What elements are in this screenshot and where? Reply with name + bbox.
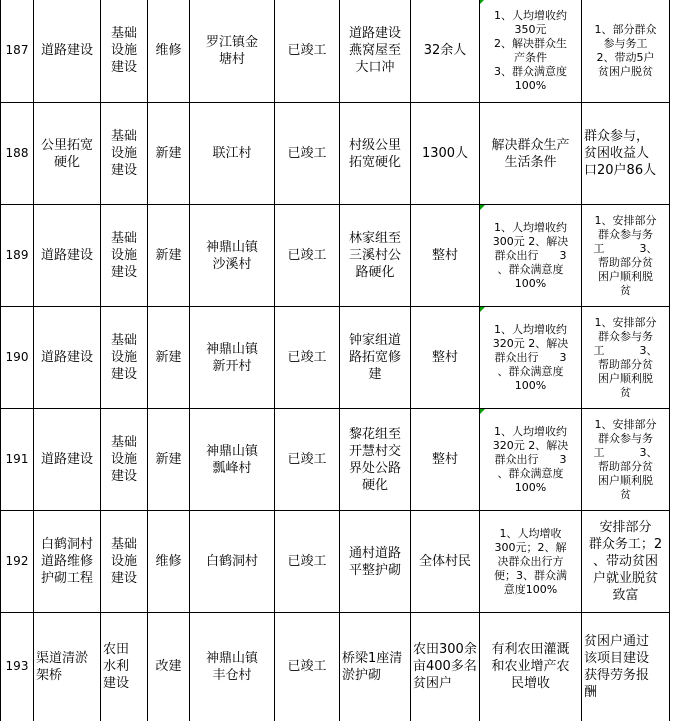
table-row <box>1 0 670 103</box>
project-status: 已竣工 <box>275 307 340 409</box>
construction-content: 林家组至 三溪村公 路硬化 <box>340 205 411 307</box>
project-status: 已竣工 <box>275 0 340 103</box>
project-location: 神鼎山镇 瓢峰村 <box>190 409 275 511</box>
benefit-mechanism: 1、安排部分 群众参与务 工 3、 帮助部分贫 困户顺利脱 贫 <box>582 409 670 511</box>
benefit-mechanism: 1、安排部分 群众参与务 工 3、 帮助部分贫 困户顺利脱 贫 <box>582 307 670 409</box>
beneficiaries: 整村 <box>411 205 480 307</box>
construction-type: 新建 <box>148 307 190 409</box>
construction-content: 村级公里 拓宽硬化 <box>340 103 411 205</box>
project-location: 神鼎山镇 新开村 <box>190 307 275 409</box>
project-status: 已竣工 <box>275 205 340 307</box>
construction-type: 新建 <box>148 103 190 205</box>
project-category: 农田 水利 建设 <box>101 613 148 721</box>
construction-content: 桥梁1座清 淤护砌 <box>340 613 411 721</box>
construction-content: 通村道路 平整护砌 <box>340 511 411 613</box>
project-location: 白鹤洞村 <box>190 511 275 613</box>
benefit-effect: 解决群众生产 生活条件 <box>480 103 582 205</box>
row-id: 192 <box>1 511 34 613</box>
project-name: 公里拓宽 硬化 <box>34 103 101 205</box>
beneficiaries: 全体村民 <box>411 511 480 613</box>
row-id: 188 <box>1 103 34 205</box>
construction-content: 道路建设 燕窝屋至 大口冲 <box>340 0 411 103</box>
construction-type: 维修 <box>148 511 190 613</box>
project-name: 道路建设 <box>34 205 101 307</box>
project-name: 道路建设 <box>34 0 101 103</box>
beneficiaries: 整村 <box>411 307 480 409</box>
construction-type: 新建 <box>148 205 190 307</box>
project-category: 基础 设施 建设 <box>101 307 148 409</box>
row-id: 193 <box>1 613 34 721</box>
project-name: 道路建设 <box>34 307 101 409</box>
project-location: 罗江镇金 塘村 <box>190 0 275 103</box>
row-id: 189 <box>1 205 34 307</box>
benefit-effect: 1、人均增收约 300元 2、解决 群众出行 3 、群众满意度 100% <box>480 205 582 307</box>
beneficiaries: 32余人 <box>411 0 480 103</box>
table-row <box>1 205 670 307</box>
project-name: 道路建设 <box>34 409 101 511</box>
project-category: 基础 设施 建设 <box>101 103 148 205</box>
project-status: 已竣工 <box>275 409 340 511</box>
beneficiaries: 农田300余 亩400多名 贫困户 <box>411 613 480 721</box>
construction-type: 新建 <box>148 409 190 511</box>
row-id: 187 <box>1 0 34 103</box>
row-id: 190 <box>1 307 34 409</box>
benefit-effect: 1、人均增收约 320元 2、解决 群众出行 3 、群众满意度 100% <box>480 409 582 511</box>
project-category: 基础 设施 建设 <box>101 511 148 613</box>
project-status: 已竣工 <box>275 511 340 613</box>
benefit-effect: 1、人均增收约 320元 2、解决 群众出行 3 、群众满意度 100% <box>480 307 582 409</box>
benefit-mechanism: 1、安排部分 群众参与务 工 3、 帮助部分贫 困户顺利脱 贫 <box>582 205 670 307</box>
construction-content: 钟家组道 路拓宽修 建 <box>340 307 411 409</box>
table-row <box>1 613 670 721</box>
beneficiaries: 1300人 <box>411 103 480 205</box>
construction-content: 黎花组至 开慧村交 界处公路 硬化 <box>340 409 411 511</box>
benefit-mechanism: 安排部分 群众务工；2 、带动贫困 户就业脱贫 致富 <box>582 511 670 613</box>
benefit-mechanism: 贫困户通过 该项目建设 获得劳务报 酬 <box>582 613 670 721</box>
table-row <box>1 409 670 511</box>
project-name: 白鹤洞村 道路维修 护砌工程 <box>34 511 101 613</box>
benefit-effect: 1、人均增收 300元；2、解 决群众出行方 便；3、群众满 意度100% <box>480 511 582 613</box>
project-status: 已竣工 <box>275 613 340 721</box>
table-row <box>1 511 670 613</box>
benefit-mechanism: 1、部分群众 参与务工 2、带动5户 贫困户脱贫 <box>582 0 670 103</box>
project-location: 神鼎山镇 沙溪村 <box>190 205 275 307</box>
project-location: 神鼎山镇 丰仓村 <box>190 613 275 721</box>
construction-type: 维修 <box>148 0 190 103</box>
project-status: 已竣工 <box>275 103 340 205</box>
benefit-mechanism: 群众参与， 贫困收益人 口20户86人 <box>582 103 670 205</box>
benefit-effect: 1、人均增收约 350元 2、解决群众生 产条件 3、群众满意度 100% <box>480 0 582 103</box>
project-category: 基础 设施 建设 <box>101 409 148 511</box>
row-id: 191 <box>1 409 34 511</box>
beneficiaries: 整村 <box>411 409 480 511</box>
project-category: 基础 设施 建设 <box>101 0 148 103</box>
project-location: 联江村 <box>190 103 275 205</box>
table-row <box>1 307 670 409</box>
benefit-effect: 有利农田灌溉 和农业增产农 民增收 <box>480 613 582 721</box>
table-row <box>1 103 670 205</box>
project-category: 基础 设施 建设 <box>101 205 148 307</box>
construction-type: 改建 <box>148 613 190 721</box>
project-name: 渠道清淤 架桥 <box>34 613 101 721</box>
